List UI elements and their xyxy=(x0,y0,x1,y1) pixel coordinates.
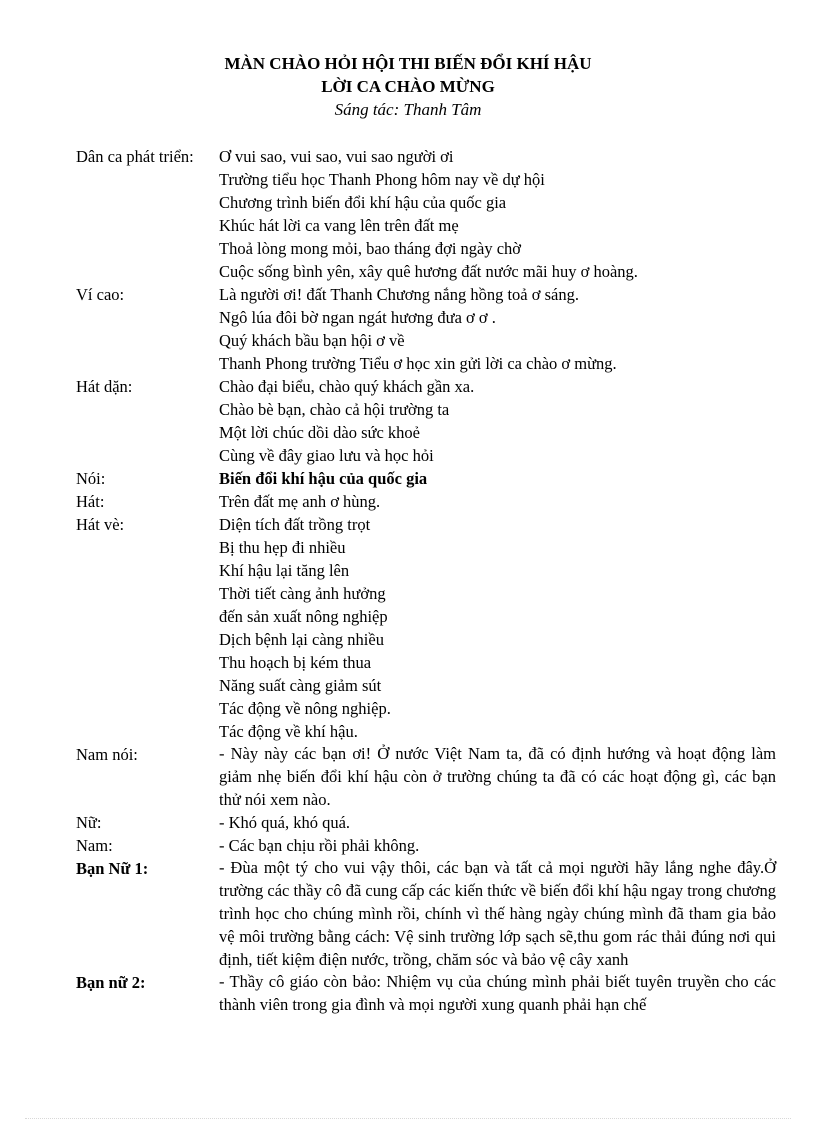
speaker-label: Nam: xyxy=(76,836,113,856)
lyric-line: - Các bạn chịu rồi phải không. xyxy=(219,836,420,856)
lyric-line: Thanh Phong trường Tiểu ơ học xin gửi lời ca chào ơ mừng. xyxy=(219,354,617,373)
lyric-line: Bị thu hẹp đi nhiều xyxy=(219,538,346,557)
speaker-label: Nữ: xyxy=(76,813,102,833)
lyric-line: Tác động về nông nghiệp. xyxy=(219,699,391,718)
lyric-line: Tác động về khí hậu. xyxy=(219,722,358,741)
lyric-line: Diện tích đất trồng trọt xyxy=(219,515,371,534)
speaker-label: Bạn Nữ 1: xyxy=(76,859,149,879)
lyric-line: Ơ vui sao, vui sao, vui sao người ơi xyxy=(219,147,454,166)
speaker-lines xyxy=(219,513,776,743)
lyric-line: Biến đổi khí hậu của quốc gia xyxy=(219,469,428,488)
lyric-line: Khí hậu lại tăng lên xyxy=(219,561,350,580)
speaker-label: Hát: xyxy=(76,492,105,511)
page-bottom-divider xyxy=(25,1118,791,1119)
lyric-line: Thoả lòng mong mỏi, bao tháng đợi ngày chờ xyxy=(219,239,522,258)
speaker-lines xyxy=(219,375,776,467)
script-row xyxy=(76,467,776,490)
lyric-line: Năng suất càng giảm sút xyxy=(219,676,382,695)
lyric-line: Chào đại biểu, chào quý khách gần xa. xyxy=(219,377,475,396)
script-row xyxy=(76,375,776,467)
dialogue-paragraph: - Đùa một tý cho vui vậy thôi, các bạn và tất cả mọi người hãy lắng nghe đây.Ở trường các thầy cô đã cung cấp các kiến thức về biến đổi khí hậu ngay trong chương trình học cho chúng mình rồi, chính vì thế hàng ngày chúng mình đã tham gia bảo vệ môi trường bằng cách: Vệ sinh trường lớp sạch sẽ,thu gom rác thải đúng nơi qui định, tiết kiệm điện nước, trồng, chăm sóc và bảo vệ cây xanh xyxy=(219,858,776,969)
speaker-lines xyxy=(219,145,776,283)
speaker-lines xyxy=(219,743,776,811)
dialogue-paragraph: - Thầy cô giáo còn bảo: Nhiệm vụ của chúng mình phải biết tuyên truyền cho các thành viên trong gia đình và mọi người xung quanh phải hạn chế xyxy=(219,972,776,1015)
speaker-lines xyxy=(219,857,776,971)
script-row xyxy=(76,145,776,283)
document-header xyxy=(0,52,816,121)
speaker-lines xyxy=(219,811,776,834)
lyric-line: Thời tiết càng ảnh hưởng xyxy=(219,584,386,603)
document-author: Sáng tác: Thanh Tâm xyxy=(334,100,482,119)
lyric-line: Chào bè bạn, chào cả hội trường ta xyxy=(219,400,450,419)
lyric-line: Khúc hát lời ca vang lên trên đất mẹ xyxy=(219,216,459,235)
script-row xyxy=(76,834,776,857)
lyric-line: Một lời chúc dồi dào sức khoẻ xyxy=(219,423,420,442)
script-row xyxy=(76,743,776,811)
lyric-line: Trên đất mẹ anh ơ hùng. xyxy=(219,492,381,511)
speaker-label: Ví cao: xyxy=(76,285,125,304)
lyric-line: Trường tiểu học Thanh Phong hôm nay về dự hội xyxy=(219,170,545,189)
lyric-line: Quý khách bầu bạn hội ơ về xyxy=(219,331,405,350)
script-row xyxy=(76,283,776,375)
speaker-lines xyxy=(219,971,776,1017)
document-title-line-2: LỜI CA CHÀO MỪNG xyxy=(321,77,495,96)
script-row xyxy=(76,513,776,743)
speaker-label: Nam nói: xyxy=(76,745,138,764)
lyric-line: Cuộc sống bình yên, xây quê hương đất nước mãi huy ơ hoàng. xyxy=(219,262,638,281)
script-row xyxy=(76,490,776,513)
dialogue-paragraph: - Này này các bạn ơi! Ở nước Việt Nam ta, đã có định hướng và hoạt động làm giảm nhẹ biến đổi khí hậu còn ở trường chúng ta đã có các hoạt động gì, các bạn thử nói xem nào. xyxy=(219,744,776,809)
script-row xyxy=(76,811,776,834)
lyric-line: Ngô lúa đôi bờ ngan ngát hương đưa ơ ơ . xyxy=(219,308,496,327)
speaker-label: Bạn nữ 2: xyxy=(76,973,146,993)
lyric-line: Là người ơi! đất Thanh Chương nắng hồng toả ơ sáng. xyxy=(219,285,579,304)
lyric-line: Cùng về đây giao lưu và học hỏi xyxy=(219,446,434,465)
speaker-lines xyxy=(219,490,776,513)
speaker-label: Hát vè: xyxy=(76,515,125,534)
speaker-lines xyxy=(219,834,776,857)
lyric-line: Thu hoạch bị kém thua xyxy=(219,653,372,672)
lyric-line: - Khó quá, khó quá. xyxy=(219,813,351,833)
script-row xyxy=(76,857,776,971)
speaker-lines xyxy=(219,467,776,490)
script-row xyxy=(76,971,776,1017)
lyric-line: Chương trình biến đổi khí hậu của quốc gia xyxy=(219,193,507,212)
script-body xyxy=(76,145,776,1017)
speaker-label: Dân ca phát triển: xyxy=(76,147,194,166)
lyric-line: Dịch bệnh lại càng nhiều xyxy=(219,630,384,649)
speaker-label: Hát dặn: xyxy=(76,377,133,396)
lyric-line: đến sản xuất nông nghiệp xyxy=(219,607,388,626)
speaker-label: Nói: xyxy=(76,469,106,488)
speaker-lines xyxy=(219,283,776,375)
document-title-line-1: MÀN CHÀO HỎI HỘI THI BIẾN ĐỔI KHÍ HẬU xyxy=(224,54,592,73)
